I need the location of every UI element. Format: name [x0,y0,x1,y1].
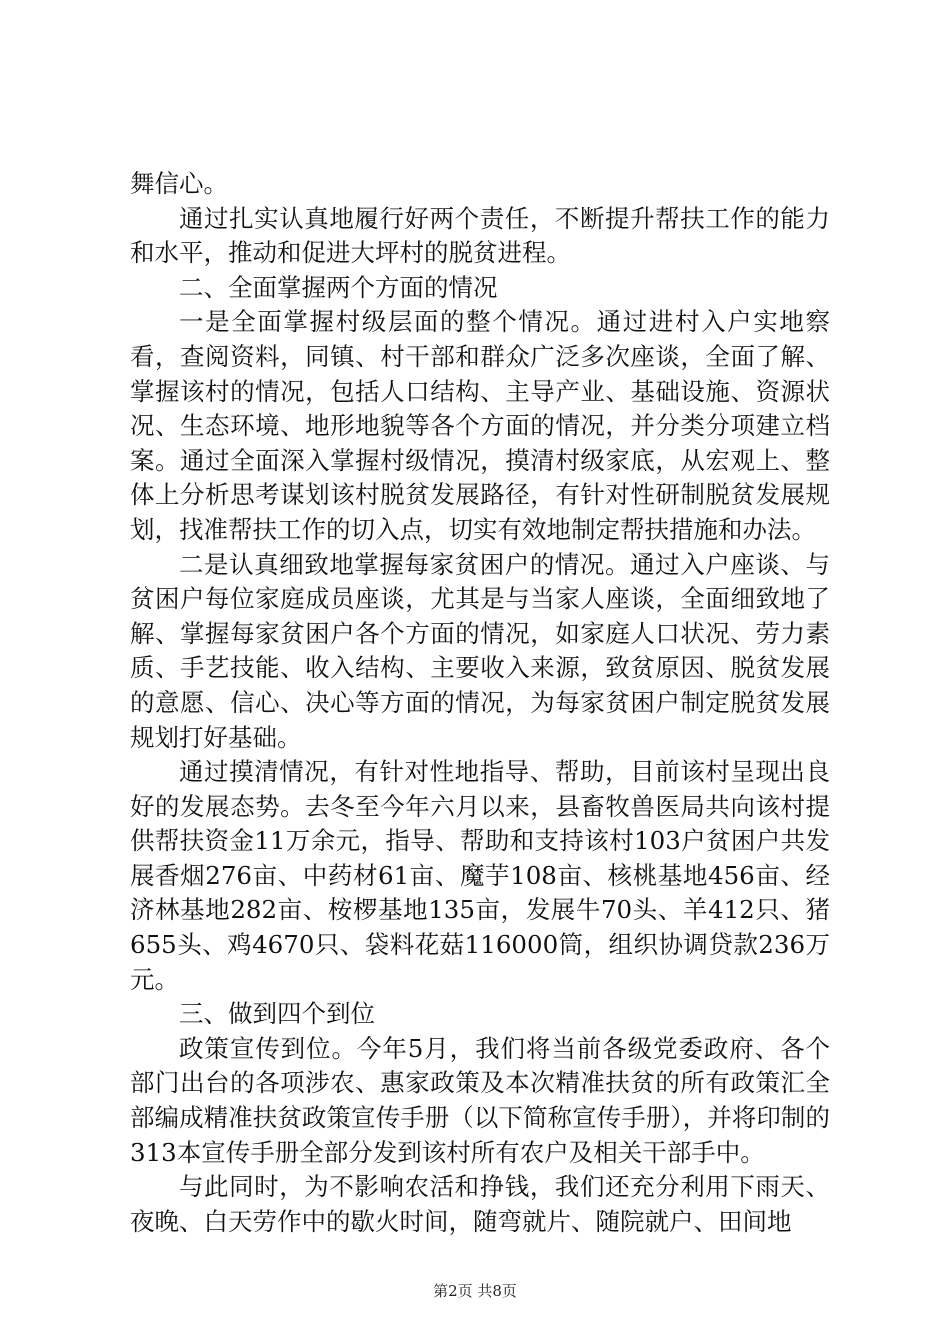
section-heading: 二、全面掌握两个方面的情况 [179,272,498,302]
paragraph: 一是全面掌握村级层面的整个情况。通过进村入户实地察看，查阅资料，同镇、村干部和群众广泛多次座谈，全面了解、掌握该村的情况，包括人口结构、主导产业、基础设施、资源状况、生态环境、地形地貌等各个方面的情况，并分类分项建立档案。通过全面深入掌握村级情况，摸清村级家底，从宏观上、整体上分析思考谋划该村脱贫发展路径，有针对性研制脱贫发展规划，找准帮扶工作的切入点，切实有效地制定帮扶措施和办法。 [130,307,830,544]
paragraph: 二是认真细致地掌握每家贫困户的情况。通过入户座谈、与贫困户每位家庭成员座谈，尤其是与当家人座谈，全面细致地了解、掌握每家贫困户各个方面的情况，如家庭人口状况、劳力素质、手艺技能、收入结构、主要收入来源，致贫原因、脱贫发展的意愿、信心、决心等方面的情况，为每家贫困户制定脱贫发展规划打好基础。 [130,549,830,752]
document-body [130,167,830,1239]
paragraph: 通过摸清情况，有针对性地指导、帮助，目前该村呈现出良好的发展态势。去冬至今年六月以来，县畜牧兽医局共向该村提供帮扶资金11万余元，指导、帮助和支持该村103户贫困户共发展香烟276亩、中药材61亩、魔芋108亩、核桃基地456亩、经济林基地282亩、桉椤基地135亩，发展牛70头、羊412只、猪655头、鸡4670只、袋料花菇116000筒，组织协调贷款236万元。 [130,757,830,994]
paragraph: 政策宣传到位。今年5月，我们将当前各级党委政府、各个部门出台的各项涉农、惠家政策及本次精准扶贫的所有政策汇全部编成精准扶贫政策宣传手册（以下简称宣传手册），并将印制的313本宣传手册全部分发到该村所有农户及相关干部手中。 [130,1033,830,1167]
paragraph: 与此同时，为不影响农活和挣钱，我们还充分利用下雨天、夜晚、白天劳作中的歇火时间，随弯就片、随院就户、田间地 [130,1172,830,1236]
paragraph: 舞信心。 [130,169,228,198]
page-number: 第2页 共8页 [433,1282,517,1300]
paragraph: 通过扎实认真地履行好两个责任，不断提升帮扶工作的能力和水平，推动和促进大坪村的脱贫进程。 [130,203,830,268]
section-heading: 三、做到四个到位 [179,999,375,1029]
